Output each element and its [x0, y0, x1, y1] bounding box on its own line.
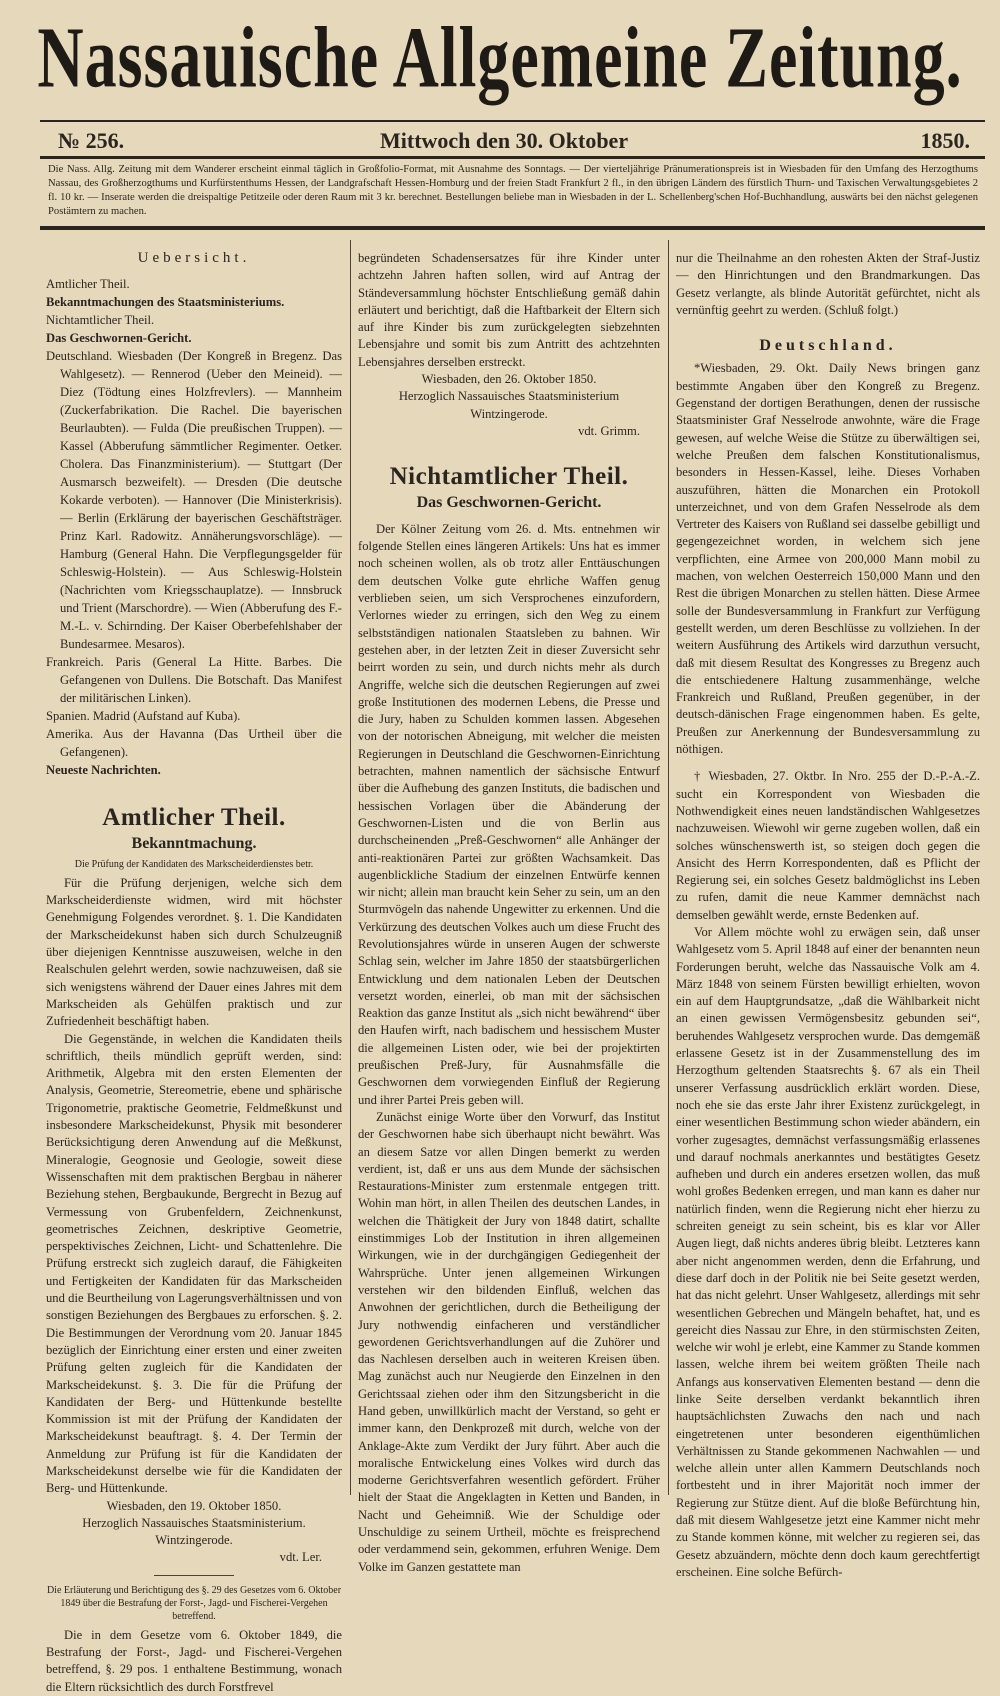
- toc-item: Spanien. Madrid (Aufstand auf Kuba).: [46, 709, 241, 724]
- masthead-rule: [40, 120, 985, 122]
- signer: Wintzingerode.: [155, 1533, 233, 1548]
- place-date: Wiesbaden, den 19. Oktober 1850.: [106, 1498, 282, 1513]
- toc-item: Bekanntmachungen des Staatsministeriums.: [46, 295, 285, 310]
- paragraph: Zunächst einige Worte über den Vorwurf, das Institut der Geschwornen habe sich überhaupt nicht bewährt. Was an diesem Satze vor allen Dingen bemerkt zu werden verdient, ist, daß er uns aus dem Munde der sächsischen Restaurations-Minister zum erstenmale entgegen tritt. Wohin man hört, in allen Theilen des deutschen Landes, in welchen die Thätigkeit der Jury von 1848 datirt, schallte einstimmiges Lob der Institution in ihren allgemeinen Wirkungen, wie in der durchgängigen Gediegenheit der Wahrsprüche. Unter jenen allgemeinen Wirkungen verstehen wir den bildenden Einfluß, welchen das Anwohnen der gerichtlichen, durch die Betheiligung der Jury nothwendig einfacheren und verständlicher gewordenen Gerichtsverhandlungen auf die Zuhörer und das Nachlesen derselben auch in weiteren Kreisen üben. Mag zunächst auch nur Neugierde den Einzelnen in den Gerichtssaal ziehen oder ihm den Sitzungsbericht in die Hand geben, unwillkürlich macht der Verstand, so geht er immer kann, den Denkprozeß mit durch, welche von der Anklage-Akte zum Verdikt der Jury führt. Aber auch die moralische Entwickelung eines Volkes wird durch das moderne Gerichtsverfahren wesentlich gefördert. Früher hielt der Staat die Angeklagten in Ketten und Banden, in Nacht und Geheimniß. Wie der Schuldige oder Unschuldige zu seinem Urtheil, möchte es freisprechend oder verdammend sein, gekommen, erfuhren Wenige. Dem Volke im Ganzen gestattete man: [358, 1109, 660, 1574]
- article-title: Das Geschwornen-Gericht.: [416, 493, 602, 511]
- column-3: [676, 250, 980, 1581]
- dateline: [50, 128, 980, 158]
- place-date: Wiesbaden, den 26. Oktober 1850.: [421, 372, 597, 387]
- section-heading-deutschland: Deutschland.: [759, 337, 897, 355]
- article-subject: Die Erläuterung und Berichtigung des §. 29 des Gesetzes vom 6. Oktober 1849 über die Bestrafung der Forst-, Jagd- und Fischerei-Vergehen betreffend.: [46, 1584, 342, 1622]
- issue-number: № 256.: [58, 128, 125, 153]
- section-heading-nichtamtlich: Nichtamtlicher Theil.: [389, 463, 629, 491]
- paragraph: Die in dem Gesetze vom 6. Oktober 1849, die Bestrafung der Forst-, Jagd- und Fischerei-Vergehen betreffend, §. 29 pos. 1 enthaltene Bestimmung, wonach die Eltern rücksichtlich des durch Forstfrevel: [46, 1627, 342, 1694]
- countersign: vdt. Grimm.: [578, 423, 640, 438]
- divider: [154, 1575, 234, 1576]
- column-divider: [350, 240, 351, 1495]
- issue-date: Mittwoch den 30. Oktober: [380, 128, 629, 153]
- paragraph: Der Kölner Zeitung vom 26. d. Mts. entnehmen wir folgende Stellen eines längeren Artikels: Uns hat es immer noch scheinen wollen, als ob trotz aller Enttäuschungen dem deutschen Volke gute ehrliche Waffen genug verblieben seien, um sich Versprochenes einzufordern, Verlornes wieder zu erringen, sich den Weg zu einem selbstständigen nationalen Staatsleben zu bahnen. Wir gestehen aber, in der letzten Zeit in dieser Zuversicht sehr beirrt worden zu sein, und durch nichts mehr als durch Angriffe, welche sich die deutschen Regierungen auf zwei große Institutionen des modernen Lebens, die Presse und die Jury, haben zu Schulden kommen lassen. Abgesehen von der notorischen Abneigung, mit welcher die meisten Regierungen in Deutschland die Geschwornen-Einrichtung betrachten, mahnen namentlich der sächsische Entwurf über die Aufhebung des ganzen Instituts, die badischen und hessischen Vorlagen über die Abänderung der Geschwornen-Listen und die von Berlin aus durchscheinenden „Preß-Geschwornen“ alle Anhänger der anti-reaktionären Partei zur größten Wachsamkeit. Das augenblickliche Stadium der einzelnen Entwürfe kennen wir nicht; allein man braucht kein Seher zu sein, um an den Sturmvögeln das nahende Ungewitter zu erkennen. Und die Verkürzung des deutschen Volkes auch um diese Frucht des Revolutionsjahres würde in unseren Augen der schwerste Schlag sein, welcher im Jahre 1850 der staatsbürgerlichen Entwicklung und dem nationalen Leben der Deutschen versetzt worden, einerlei, ob man mit der sächsischen Reaktion das ganze Institut als „sich nicht bewährend“ über den Haufen wirft, nach badischem und hessischem Muster die allgemeinen Listen oder, wie bei der projektirten preußischen Preß-Jury, für Ausnahmsfälle die Geschwornen dem vorwiegenden Einfluß der Regierung und ihrer Partei Preis geben will.: [358, 521, 660, 1107]
- toc-item: Das Geschwornen-Gericht.: [46, 331, 192, 346]
- ministry: Herzoglich Nassauisches Staatsministerium.: [82, 1515, 306, 1530]
- subscription-info: Die Nass. Allg. Zeitung mit dem Wanderer erscheint einmal täglich in Großfolio-Format, mit Ausnahme des Sonntags. — Der vierteljährige Pränumerationspreis ist in Wiesbaden für den Umfang des Herzogthums Nassau, des Großherzogthums und Kurfürstenthums Hessen, der Landgrafschaft Hessen-Homburg und der freien Stadt Frankfurt 2 fl., in den übrigen Ländern des fürstlich Thurn- und Taxischen Verwaltungsgebietes 2 fl. 10 kr. — Inserate werden die dreispaltige Petitzeile oder deren Raum mit 3 kr. berechnet. Bestellungen beliebe man in Wiesbaden in der L. Schellenberg'schen Hof-Buchhandlung, auswärts bei den nächst gelegenen Postämtern zu machen.: [48, 164, 978, 217]
- toc-item: Amtlicher Theil.: [46, 277, 130, 292]
- signer: Wintzingerode.: [470, 406, 548, 421]
- column-divider: [668, 240, 669, 1495]
- paragraph: Die Gegenstände, in welchen die Kandidaten theils schriftlich, theils mündlich geprüft werden, sind: Arithmetik, Algebra mit den ersten Elementen der Analysis, Geometrie, Stereometrie, ebene und sphärische Trigonometrie, praktische Geometrie, Feldmeßkunst und insbesondere Markscheidekunst, Physik mit besonderer Berücksichtigung deren Anwendung auf die Meßkunst, Mineralogie, Geognosie und Geologie, soweit diese Wissenschaften mit dem praktischen Bergbau in näherer Beziehung stehen, Bergbaukunde, Bergrecht in Bezug auf Vermessung von Grubenfeldern, Zeichnenkunst, geometrisches Zeichnen, deskriptive Geometrie, perspektivisches Zeichnen, Licht- und Schattenlehre. Die Prüfung erstreckt sich zugleich darauf, die Fähigkeiten und Fertigkeiten der Kandidaten für das Markscheiden und die Beurtheilung von Lagerungsverhältnissen und von sonstigen Beziehungen des Bergbaues zu erforschen. §. 2. Die Bestimmungen der Verordnung vom 20. Januar 1845 bezüglich der Einrichtung einer ersten und einer zweiten Prüfung gelten zugleich für die Kandidaten der Markscheidekunst. §. 3. Die für die Prüfung der Kandidaten der Berg- und Hüttenkunde bestellte Kommission ist mit der Prüfung der Kandidaten der Markscheidekunst beauftragt. §. 4. Der Termin der Anmeldung zur Prüfung ist für die Kandidaten der Markscheidekunst derselbe wie für die Kandidaten der Berg- und Hüttenkunde.: [46, 1031, 342, 1496]
- dateline-rule: [40, 156, 985, 159]
- issue-year: 1850.: [920, 128, 970, 153]
- masthead-title: Nassauische Allgemeine Zeitung.: [37, 9, 963, 106]
- paragraph: Für die Prüfung derjenigen, welche sich dem Markscheiderdienste widmen, wird mit höchster Genehmigung Folgendes verordnet. §. 1. Die Kandidaten der Markscheidekunst haben sich durch Schulzeugniß über diejenigen Kenntnisse auszuweisen, welche in den Realschulen gelehrt werden, sowie nachzuweisen, daß sie sich wenigstens während der Dauer eines Jahres mit dem Markscheiden als Gehülfen praktisch und zur Zufriedenheit beschäftigt haben.: [46, 875, 342, 1029]
- article-title: Bekanntmachung.: [131, 834, 257, 852]
- toc-item: Frankreich. Paris (General La Hitte. Barbes. Die Gefangenen von Dullens. Die Botschaft. Das Manifest der militärischen Linken).: [46, 655, 342, 706]
- toc-item: Deutschland. Wiesbaden (Der Kongreß in Bregenz. Das Wahlgesetz). — Rennerod (Ueber den Meineid). — Diez (Tödtung eines Holzfrevlers). — Mannheim (Zuckerfabrikation. Die Rachel. Die bayerischen Beurlaubten). — Fulda (Die preußischen Truppen). — Kassel (Abberufung sämmtlicher Regimenter. Oetker. Cholera. Das Finanzministerium). — Stuttgart (Der Ausmarsch bezweifelt). — Dresden (Die deutsche Kokarde verboten). — Hannover (Die Ministerkrisis). — Berlin (Erklärung der bayerischen Geschäftsträger. Prinz Karl. Radowitz. Annäherungsvorschläge). — Hamburg (General Hahn. Die Verpflegungsgelder für Schleswig-Holstein). — Aus Schleswig-Holstein (Nachrichten vom Kriegsschauplatze). — Innsbruck und Trient (Marschordre). — Wien (Abberufung des F.-M.-L. v. Schirnding. Der Kaiser Oberbefehlshaber der Bundesarmee. Mesaros).: [46, 349, 342, 652]
- paragraph: Vor Allem möchte wohl zu erwägen sein, daß unser Wahlgesetz vom 5. April 1848 auf einer der benannten neun Forderungen beruht, welche das Nassauische Volk am 4. März 1848 von seinem Fürsten bewilligt erhielten, wovon ein auf dem Hauptgrundsatze, „daß die Wählbarkeit nicht an einen gewissen Vermögensbesitz gebunden sei“, beruhendes Wahlgesetz versprochen wurde. Das demgemäß erlassene Gesetz ist in der Zusammenstellung des im Herzogthum geltenden Staatsrechts §. 67 als ein Theil unserer Verfassung ausdrücklich erklärt worden. Diese, noch ehe sie das erste Jahr ihrer Existenz zurückgelegt, in einer wesentlichen Bestimmung schon wieder abändern, ein vorher zugesagtes, demnächst verfassungsmäßig erlassenes und darauf nochmals anerkanntes und bestätigtes Gesetz aufheben und durch ein anderes ersetzen wollen, das muß wohl großes Bedenken erregen, und man kann es daher nur natürlich finden, wenn die Regierung nicht eher hierzu zu schreiten geneigt zu sein scheint, bis es klar vor Aller Augen liegt, daß nichts anderes übrig bleibt. Letzteres kann aber nicht angenommen werden, denn die Erfahrung, und diese darf doch in der Politik nie bei Seite gesetzt werden, hat das nicht gelehrt. Unser Wahlgesetz, allerdings mit sehr wesentlichen Gebrechen und Mängeln behaftet, hat, und es gereicht dies Nassau zur Ehre, in den stürmischsten Zeiten, welche wir wohl je erlebt, eine Kammer zu Stande kommen lassen, welche ihrem bei weitem größten Theile nach Anfangs aus konservativen Elementen bestand — denn die linke Seite derselben verdankt bekanntlich ihren hauptsächlichsten Zuwachs den nach und nach eingetretenen unter besonderen eigenthümlichen Verhältnissen zu Stande gekommenen Nachwahlen — und welche allein unter allen Kammern Deutschlands noch fortbesteht und in ihrer Majorität noch immer der Regierung zur Stütze dient. Auf die bloße Befürchtung hin, daß mit diesem Wahlgesetze jetzt eine Kammer nicht mehr zu Stande kommen könne, mit welcher zu regieren sei, das Gesetz abzuändern, möchte denn doch kaum gerechtfertigt erscheinen. Eine solche Befürch-: [676, 924, 980, 1579]
- section-heading-amtlich: Amtlicher Theil.: [102, 804, 286, 832]
- info-rule: [40, 226, 985, 230]
- paragraph: *Wiesbaden, 29. Okt. Daily News bringen ganz bestimmte Angaben über den Kongreß zu Bregenz. Gegenstand der dortigen Berathungen, denen der russische Staatsminister Graf Nesselrode anwohnte, wäre die Frage gewesen, auf welche Weise die Stütze zu überwältigen sei, welche Preußen dem falschen Konstitutionalismus, besonders in Hessen-Kassel, leihe. Dieses Vorhaben auszuführen, hätten die Monarchen ein Protokoll unterzeichnet, und von dem Grafen Nesselrode als dem Vertreter des Kaisers von Rußland sei dasselbe gebilligt und gegengezeichnet worden, in welchem sich jene verpflichten, eine Armee von 200,000 Mann mobil zu machen, von welchen Oesterreich 150,000 Mann und den Rest die übrigen Monarchen zu stellen hätten. Diese Armee solle der Bundesversammlung in Frankfurt zur Verfügung gestellt werden, um deren Beschlüsse zu vollziehen. In der weitern Ausführung des Artikels wird darzuthun versucht, daß mit diesem Resultat des Kongresses zu Bregenz auch die entschiedenere Haltung zusammenhänge, welche Frankreich und Rußland, Preußen gegenüber, in der deutsch-dänischen Frage eingenommen haben. Es gelte, Preußen zur Anerkennung der Bundesversammlung zu nöthigen.: [676, 361, 980, 757]
- column-2: [358, 250, 660, 1576]
- ministry: Herzoglich Nassauisches Staatsministerium: [398, 389, 620, 404]
- toc-item: Amerika. Aus der Havanna (Das Urtheil über die Gefangenen).: [46, 727, 342, 760]
- paragraph: begründeten Schadensersatzes für ihre Kinder unter achtzehn Jahren haften sollen, wird auf Antrag der Ständeversammlung höchster Entschließung gemäß dahin erläutert und berichtigt, daß die Haftbarkeit der Eltern sich auf ihre Kinder bis zum zurückgelegten siebzehnten Lebensjahre und somit bis zum Antritt des achtzehnten Lebensjahres derselben erstreckt.: [358, 251, 660, 369]
- toc-item: Nichtamtlicher Theil.: [46, 313, 155, 328]
- toc-item: Neueste Nachrichten.: [46, 763, 161, 778]
- column-1: [46, 250, 342, 1696]
- toc-title: Uebersicht.: [137, 250, 251, 266]
- table-of-contents: [46, 275, 342, 779]
- paragraph: nur die Theilnahme an den rohesten Akten der Straf-Justiz — den Hinrichtungen und den Brandmarkungen. Das Gesetz verlangte, als blinde Autorität gefürchtet, nicht als vernünftig geehrt zu werden. (Schluß folgt.): [676, 251, 980, 317]
- paragraph: † Wiesbaden, 27. Oktbr. In Nro. 255 der D.-P.-A.-Z. sucht ein Korrespondent von Wiesbaden die Nothwendigkeit eines neuen landständischen Wahlgesetzes nachzuweisen. Wiewohl wir gerne zugeben wollen, daß ein solches wünschenswerth ist, so steigen doch gegen die Ansicht des Herrn Korrespondenten, daß es Pflicht der Regierung sei, ein solches Gesetz baldmöglichst ins Leben zu rufen, damit die neue Kammer demnächst nach demselben gewählt werde, ernste Bedenken auf.: [676, 769, 980, 922]
- countersign: vdt. Ler.: [279, 1550, 322, 1565]
- article-subject: Die Prüfung der Kandidaten des Markscheiderdienstes betr.: [74, 858, 314, 870]
